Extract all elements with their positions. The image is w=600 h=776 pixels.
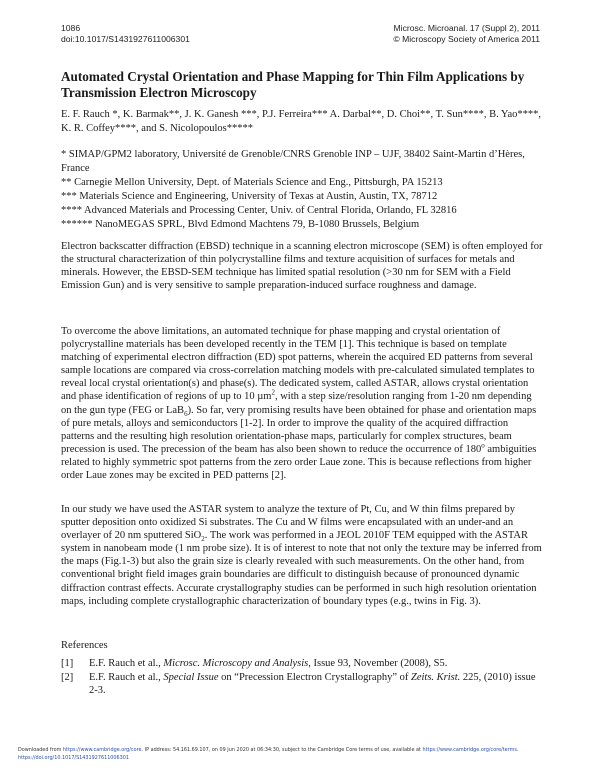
download-footer: Downloaded from https://www.cambridge.org/core. IP address: 54.161.69.107, on 09 Jun 2020 at 06:34:30, subject to the Cambridge Core terms of use, available at https://www.cambridge.org/core/terms. https://doi.org/10.1017/S1431927611006301	[18, 747, 519, 761]
reference-number: [2]	[61, 672, 74, 683]
affiliation: *** Materials Science and Engineering, University of Texas at Austin, Austin, TX, 78712	[61, 191, 438, 202]
doi: doi:10.1017/S1431927611006301	[61, 33, 190, 44]
page-number: 1086	[61, 23, 81, 33]
affiliation: ** Carnegie Mellon University, Dept. of Materials Science and Eng., Pittsburgh, PA 15213	[61, 177, 443, 188]
cambridge-core-link[interactable]: https://www.cambridge.org/core	[62, 747, 142, 753]
author-list: E. F. Rauch *, K. Barmak**, J. K. Ganesh ***, P.J. Ferreira*** A. Darbal**, D. Choi**, T. Sun****, B. Yao****, K. R. Coffey****, and S. Nicolopoulos*****	[61, 109, 541, 134]
terms-link[interactable]: https://www.cambridge.org/core/terms	[422, 747, 517, 753]
affiliations	[61, 148, 543, 232]
affiliation: **** Advanced Materials and Processing Center, Univ. of Central Florida, Orlando, FL 32816	[61, 205, 457, 216]
copyright-notice: © Microscopy Society of America 2011	[393, 33, 540, 44]
paragraph-intro: Electron backscatter diffraction (EBSD) technique in a scanning electron microscope (SEM) is often employed for the structural characterization of thin polycrystalline films and texture acquisition of surfaces for metals and minerals. However, the EBSD-SEM technique has limited spatial resolution (>30 nm for SEM with a Field Emission Gun) and is very sensitive to sample preparation-induced surface roughness and damage.	[61, 241, 543, 292]
affiliation: * SIMAP/GPM2 laboratory, Université de Grenoble/CNRS Grenoble INP – UJF, 38402 Saint-Martin d’Hères, France	[61, 149, 525, 174]
paragraph-method: To overcome the above limitations, an automated technique for phase mapping and crystal orientation of polycrystalline materials has been developed recently in the TEM [1]. This technique is based on template matching of experimental electron diffraction (ED) spot patterns, wherein the acquired ED patterns from several sample locations are compared via cross-correlation matching models with pre-calculated simulated templates to reveal local crystal orientation(s) and phase(s). The dedicated system, called ASTAR, allows crystal orientation and phase identification of regions of up to 10 µm$^2$, with a step size/resolution ranging from 1-20 nm depending on the gun type (FEG or LaB$_6$). So far, very promising results have been obtained for phase and orientation maps of pure metals, alloys and semiconductors [1-2]. In order to improve the quality of the acquired diffraction patterns and the resulting high resolution orientation-phase maps, particularly for complex structures, beam precession is used. The precession of the beam has also been shown to reduce the occurrence of 180$^o$ ambiguities related to highly symmetric spot patterns from the zero order Laue zone. This is because reflections from higher order Laue zones may be excited in PED patterns [2].	[61, 326, 537, 482]
affiliation: ****** NanoMEGAS SPRL, Blvd Edmond Machtens 79, B-1080 Brussels, Belgium	[61, 219, 420, 230]
reference-item: [2] E.F. Rauch et al., Special Issue on “Precession Electron Crystallography” of Zeits. Krist. 225, (2010) issue 2-3.	[61, 672, 536, 697]
paper-title: Automated Crystal Orientation and Phase Mapping for Thin Film Applications by Transmission Electron Microscopy	[61, 69, 525, 100]
running-header-right	[393, 23, 540, 44]
running-header-left	[61, 23, 190, 44]
journal-citation: Microsc. Microanal. 17 (Suppl 2), 2011	[393, 23, 540, 33]
reference-number: [1]	[61, 658, 74, 669]
paragraph-study: In our study we have used the ASTAR system to analyze the texture of Pt, Cu, and W thin films prepared by sputter deposition onto oxidized Si substrates. The Cu and W films were encapsulated with an under-and an overlayer of 20 nm sputtered SiO$_2$. The work was performed in a JEOL 2010F TEM equipped with the ASTAR system in nanobeam mode (1 nm probe size). It is of interest to note that not only the texture may be inferred from the maps (Fig.1-3) but also the grain size is clearly revealed with such measurements. On the other hand, from conventional bright field images grain boundaries are difficult to distinguish because of pronounced dynamic diffraction contrast effects. Accurate crystallography studies can be performed in such high resolution orientation maps, including complete crystallographic characterization of boundary types (e.g., twins in Fig. 3).	[61, 504, 542, 607]
references-heading: References	[61, 640, 108, 651]
reference-item: [1] E.F. Rauch et al., Microsc. Microscopy and Analysis, Issue 93, November (2008), S5.	[61, 658, 448, 669]
doi-link[interactable]: https://doi.org/10.1017/S1431927611006301	[18, 755, 129, 761]
